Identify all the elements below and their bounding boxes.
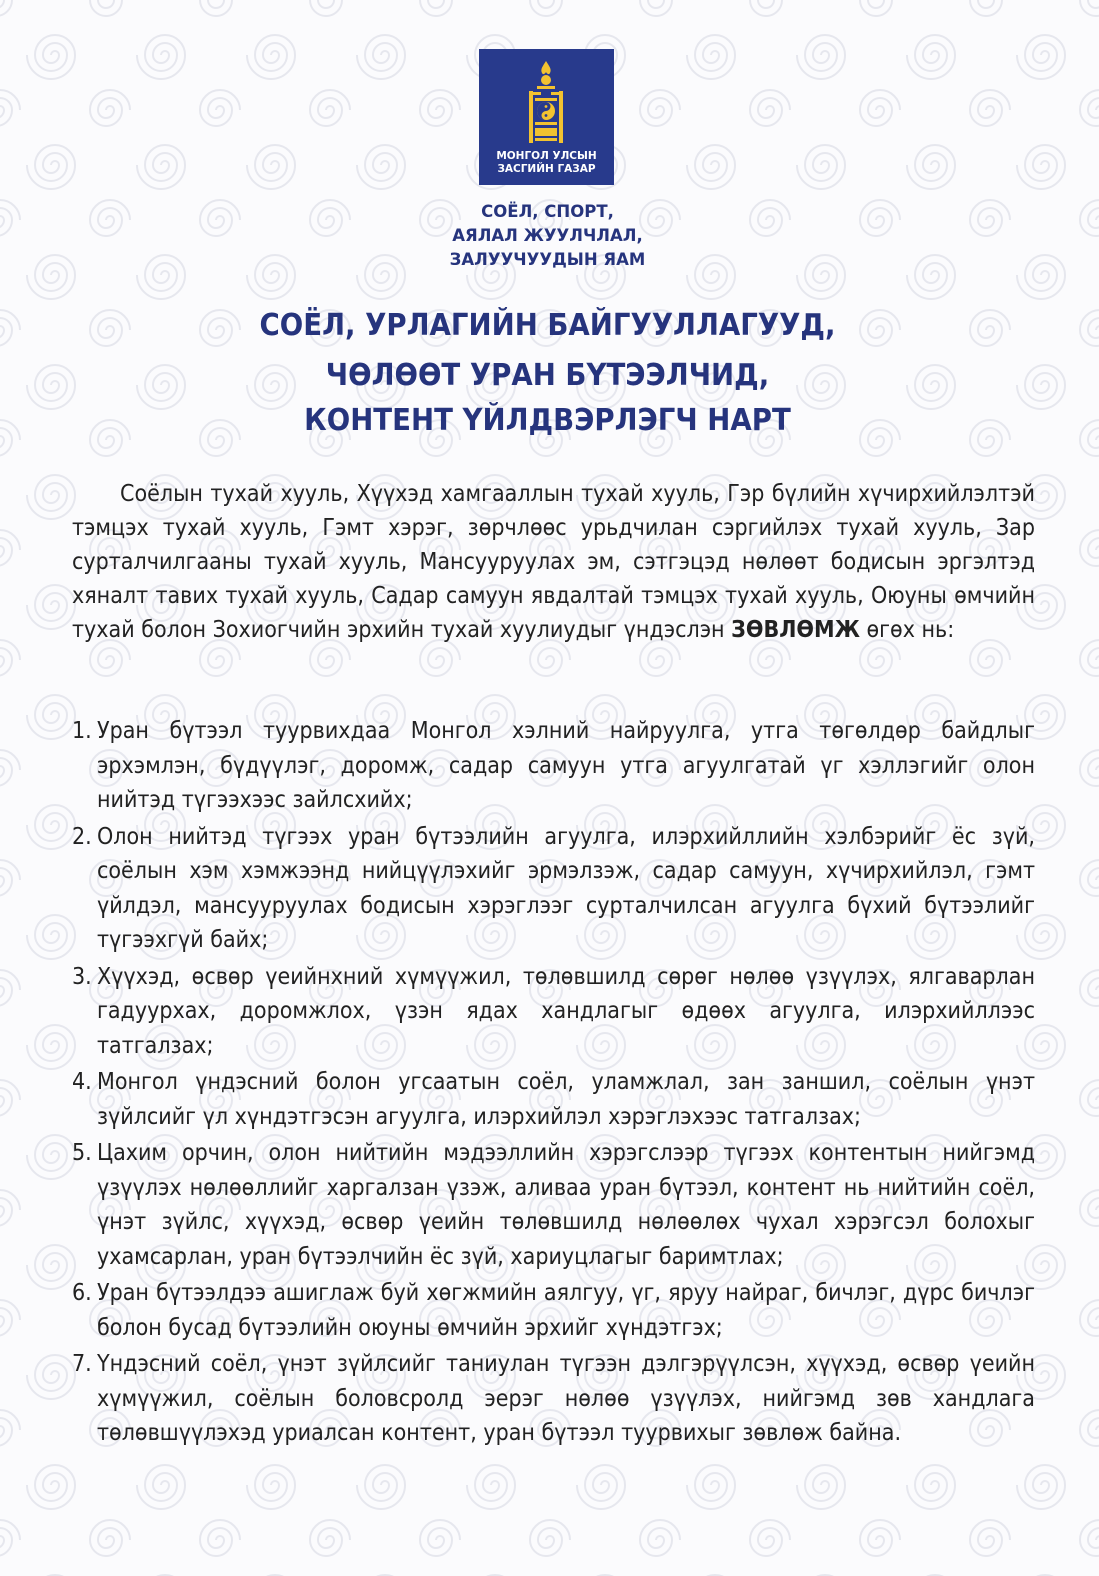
document-title-line1: СОЁЛ, УРЛАГИЙН БАЙГУУЛЛАГУУД, <box>259 308 836 343</box>
intro-suffix: өгөх нь: <box>859 617 955 643</box>
recommendation-number: 2. <box>72 823 92 850</box>
recommendation-text: Монгол үндэсний болон угсаатын соёл, уламжлал, зан заншил, соёлын үнэт зүйлсийг үл хүндэтгэсэн агуулга, илэрхийлэл хэрэглэхээс татгалзах; <box>97 1069 1035 1130</box>
recommendation-text: Уран бүтээлдээ ашиглаж буй хөгжмийн аялгуу, үг, яруу найраг, бичлэг, дүрс бичлэг болон бусад бүтээлийн оюуны өмчийн эрхийг хүндэтгэх; <box>97 1280 1035 1341</box>
logo-text-line2: ЗАСГИЙН ГАЗАР <box>497 163 596 175</box>
recommendation-number: 4. <box>72 1069 92 1095</box>
recommendation-list <box>72 714 1035 1453</box>
recommendation-text: Цахим орчин, олон нийтийн мэдээллийн хэрэгслээр түгээх контентын нийгэмд үзүүлэх нөлөөллийг харгалзан үзэж, аливаа уран бүтээл, контент нь нийтийн соёл, үнэт зүйлс, хүүхэд, өсвөр үеийн төлөвшилд нөлөөлөх чухал хэрэгсэл болохыг ухамсарлан, уран бүтээлчийн ёс зүй, хариуцлагыг баримтлах; <box>97 1140 1035 1270</box>
recommendation-number: 6. <box>72 1280 92 1306</box>
recommendation-number: 7. <box>72 1351 92 1377</box>
document-title-line2: ЧӨЛӨӨТ УРАН БҮТЭЭЛЧИД, <box>325 358 770 393</box>
recommendation-item <box>72 960 1035 1064</box>
soyombo-emblem-icon <box>523 61 569 146</box>
recommendation-item <box>72 1136 1035 1274</box>
logo-text-line1: МОНГОЛ УЛСЫН <box>496 150 597 162</box>
recommendation-text: Хүүхэд, өсвөр үеийнхний хүмүүжил, төлөвшилд сөрөг нөлөө үзүүлэх, ялгаварлан гадуурхах, доромжлох, үзэн ядах хандлагыг өдөөх агуулга, илэрхийллээс татгалзах; <box>97 963 1035 1059</box>
recommendation-number: 3. <box>72 963 92 990</box>
ministry-name-line3: ЗАЛУУЧУУДЫН ЯАМ <box>449 250 646 269</box>
recommendation-item <box>72 1065 1035 1134</box>
recommendation-text: Үндэсний соёл, үнэт зүйлсийг таниулан түгээн дэлгэрүүлсэн, хүүхэд, өсвөр үеийн хүмүүжил, соёлын боловсролд эерэг нөлөө үзүүлэх, нийгэмд зөв хандлага төлөвшүүлэхэд уриалсан контент, уран бүтээл туурвихыг зөвлөж байна. <box>97 1351 1035 1446</box>
recommendation-heading: ЗӨВЛӨМЖ <box>731 617 860 643</box>
recommendation-text: Уран бүтээл туурвихдаа Монгол хэлний найруулга, утга төгөлдөр байдлыг эрхэмлэн, бүдүүлэг, доромж, садар самуун утга агуулгатай үг хэллэгийг олон нийтэд түгээхээс зайлсхийх; <box>97 718 1035 813</box>
recommendation-text: Олон нийтэд түгээх уран бүтээлийн агуулга, илэрхийллийн хэлбэрийг ёс зүй, соёлын хэм хэмжээнд нийцүүлэхийг эрмэлзэж, садар самуун, хүчирхийлэл, гэмт үйлдэл, мансууруулах бодисын хэрэглээг сурталчилсан агуулга бүхий бүтээлийг түгээхгүй байх; <box>97 823 1035 953</box>
intro-paragraph <box>72 477 1035 647</box>
recommendation-item <box>72 1347 1035 1451</box>
government-logo <box>479 49 614 185</box>
recommendation-number: 5. <box>72 1140 92 1166</box>
recommendation-item <box>72 714 1035 818</box>
recommendation-item <box>72 1276 1035 1345</box>
ministry-name-line2: АЯЛАЛ ЖУУЛЧЛАЛ, <box>452 226 643 245</box>
recommendation-number: 1. <box>72 718 92 744</box>
document-title-line3: КОНТЕНТ ҮЙЛДВЭРЛЭГЧ НАРТ <box>304 403 791 438</box>
recommendation-item <box>72 820 1035 958</box>
ministry-name-line1: СОЁЛ, СПОРТ, <box>481 202 614 221</box>
intro-text: Соёлын тухай хууль, Хүүхэд хамгааллын тухай хууль, Гэр бүлийн хүчирхийлэлтэй тэмцэх тухай хууль, Гэмт хэрэг, зөрчлөөс урьдчилан сэргийлэх тухай хууль, Зар сурталчилгааны тухай хууль, Мансууруулах эм, сэтгэцэд нөлөөт бодисын эргэлтэд хяналт тавих тухай хууль, Садар самуун явдалтай тэмцэх тухай хууль, Оюуны өмчийн тухай болон Зохиогчийн эрхийн тухай хуулиудыг үндэслэн <box>72 481 1035 643</box>
